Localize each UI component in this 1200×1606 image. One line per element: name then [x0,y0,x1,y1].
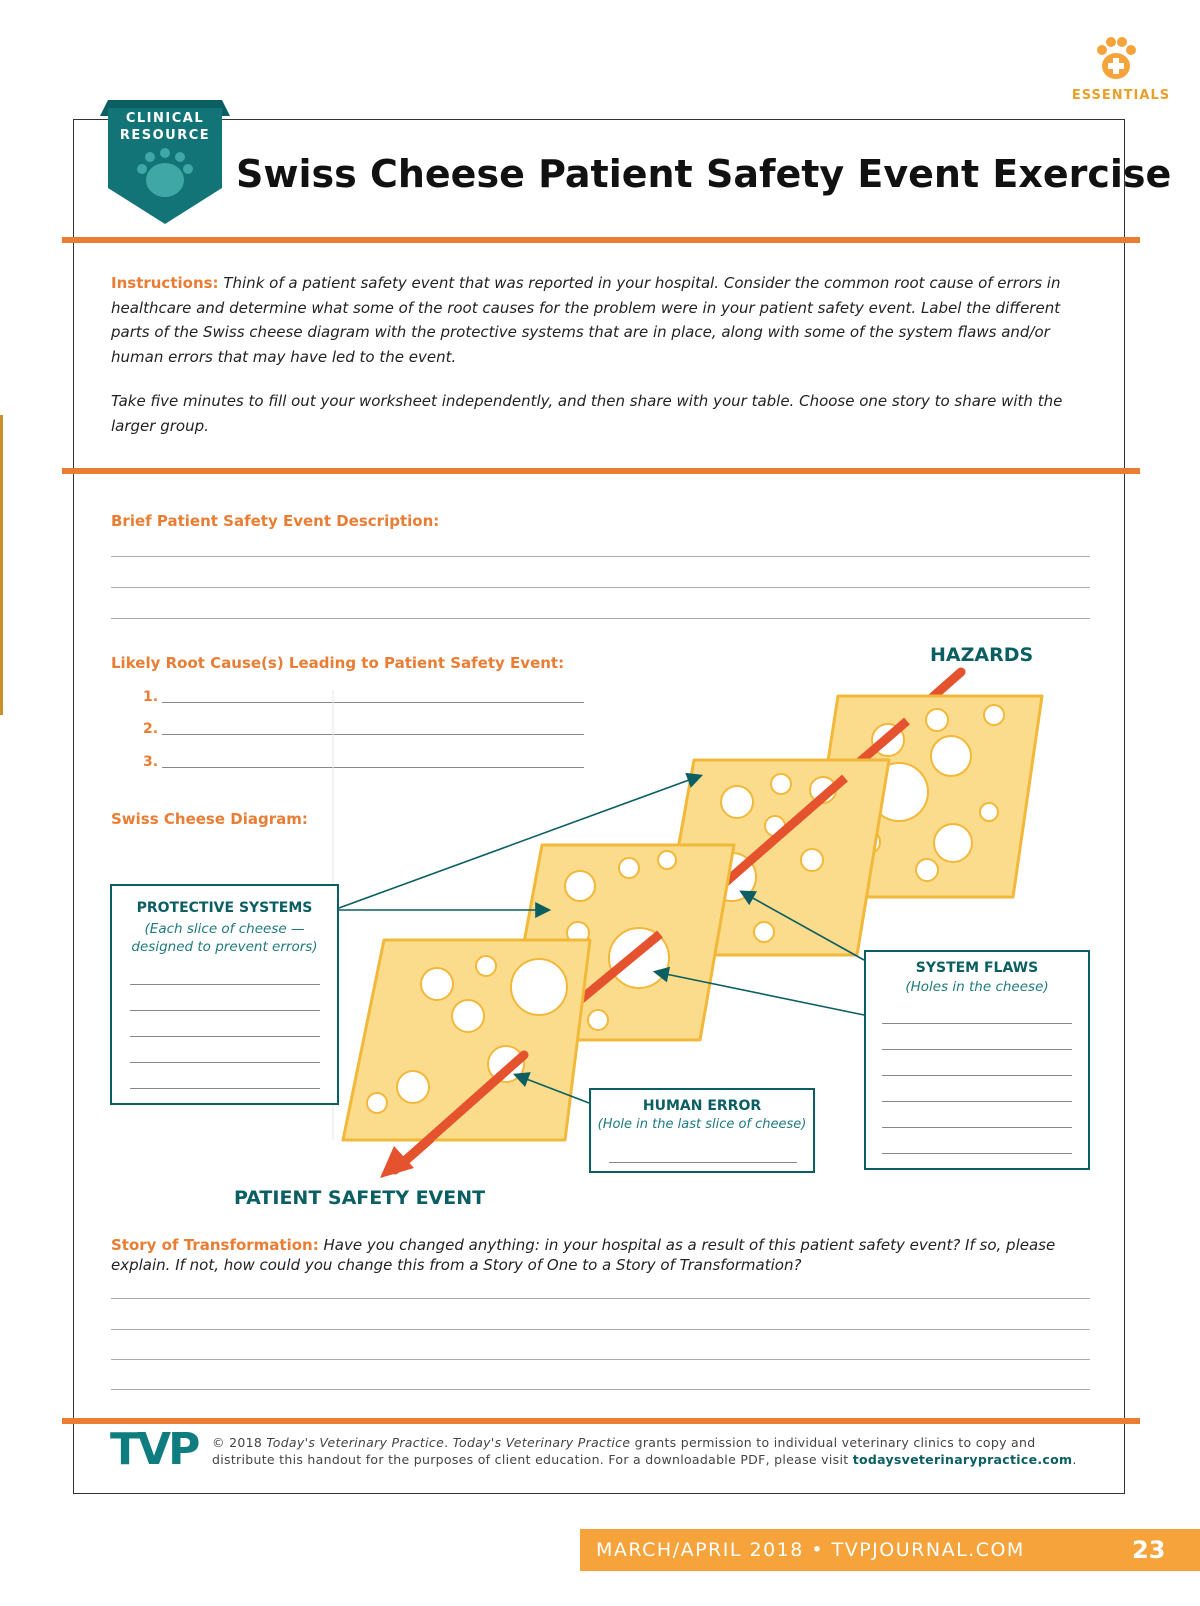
human-error-title: HUMAN ERROR [642,1098,762,1114]
answer-line[interactable] [130,1036,320,1037]
description-label: Brief Patient Safety Event Description: [111,512,440,530]
human-error-subtitle: (Hole in the last slice of cheese) [597,1117,807,1132]
tvp-logo: TVP [110,1424,198,1475]
answer-line[interactable] [882,1127,1072,1128]
answer-line[interactable] [130,1088,320,1089]
protective-systems-subtitle-1: (Each slice of cheese — [144,921,305,937]
root-cause-number: 3. [143,754,159,770]
copyright-text: grants permission to individual veterinary clinics to copy and distribute this handout for the purposes of client education. For a downloadable PDF, please visit [212,1435,1036,1467]
root-causes-label: Likely Root Cause(s) Leading to Patient Safety Event: [111,654,565,672]
system-flaws-subtitle: (Holes in the cheese) [905,979,1049,995]
system-flaws-title: SYSTEM FLAWS [915,960,1039,976]
answer-line[interactable] [130,1010,320,1011]
story-label: Story of Transformation: [111,1236,319,1254]
orange-divider [62,1418,1140,1424]
story-text: Have you changed anything: in your hospital as a result of this patient safety event? If so, please explain. If not, how could you change this from a Story of One to a Story of Transformation? [111,1236,1056,1274]
copyright-notice [212,1434,1102,1468]
answer-line[interactable] [882,1075,1072,1076]
system-flaws-box [864,950,1090,1170]
page-number: 23 [1132,1536,1166,1564]
publication-name: Today's Veterinary Practice [266,1435,445,1450]
issue-label: MARCH/APRIL 2018 • TVPJOURNAL.COM [596,1539,1025,1561]
page-title: Swiss Cheese Patient Safety Event Exercise [236,152,1172,196]
answer-line[interactable] [111,1298,1090,1299]
answer-line[interactable] [111,1389,1090,1390]
publication-name: Today's Veterinary Practice [452,1435,631,1450]
answer-line[interactable] [882,1049,1072,1050]
diagram-label: Swiss Cheese Diagram: [111,810,308,828]
protective-systems-title: PROTECTIVE SYSTEMS [136,900,313,916]
badge-line-1: CLINICAL [125,111,205,126]
instructions-paragraph-2: Take five minutes to fill out your worksheet independently, and then share with your table. Choose one story to share with the larger group. [111,392,1063,435]
answer-line[interactable] [882,1023,1072,1024]
badge-line-2: RESOURCE [119,128,211,143]
copyright-year: © 2018 [212,1435,267,1450]
copyright-separator: . [444,1435,453,1450]
answer-line[interactable] [130,984,320,985]
instructions-label: Instructions: [111,274,219,292]
patient-safety-event-label: PATIENT SAFETY EVENT [234,1187,486,1209]
website-link[interactable]: todaysveterinarypractice.com [852,1452,1073,1467]
copyright-end: . [1072,1452,1077,1467]
answer-line[interactable] [111,1359,1090,1360]
answer-line[interactable] [130,1062,320,1063]
instructions-text: Think of a patient safety event that was reported in your hospital. Consider the common root cause of errors in healthcare and determine what some of the root causes for the problem were in your patient safety event. Label the different parts of the Swiss cheese diagram with the protective systems that are in place, along with some of the system flaws and/or human errors that may have led to the event. [111,274,1061,366]
human-error-box [589,1088,815,1173]
protective-systems-box [110,884,339,1105]
root-cause-number: 2. [143,721,159,737]
story-paragraph [111,1235,1096,1275]
root-cause-number: 1. [143,689,159,705]
essentials-label: ESSENTIALS [1071,88,1171,103]
answer-line[interactable] [609,1162,797,1163]
answer-line[interactable] [882,1153,1072,1154]
protective-systems-subtitle-2: designed to prevent errors) [131,939,318,955]
hazards-label: HAZARDS [930,644,1034,666]
answer-line[interactable] [882,1101,1072,1102]
answer-line[interactable] [111,1329,1090,1330]
